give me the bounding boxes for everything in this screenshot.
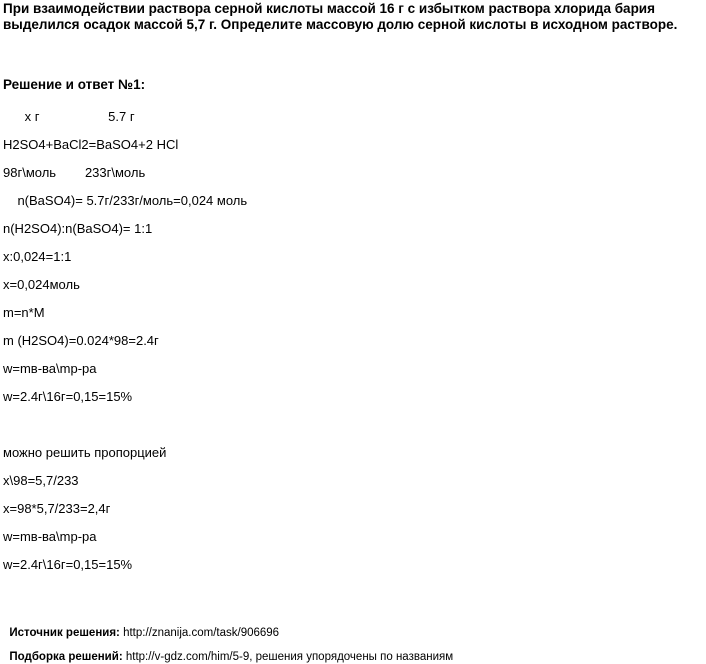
selection-line bbox=[3, 636, 453, 664]
solution-line: x г 5.7 г bbox=[3, 109, 135, 124]
question-text: При взаимодействии раствора серной кислоты массой 16 г с избытком раствора хлорида бария выделился осадок массой 5,7 г. Определите массовую долю серной кислоты в исходном растворе. bbox=[3, 1, 678, 32]
source-link[interactable]: http://znanija.com/task/906696 bbox=[123, 627, 280, 639]
solution-heading: Решение и ответ №1: bbox=[3, 77, 146, 92]
solution-line: w=mв-ва\mр-ра bbox=[3, 529, 97, 544]
solution-line: x=98*5,7/233=2,4г bbox=[3, 501, 111, 516]
solution-line: H2SO4+BaCl2=BaSO4+2 HCl bbox=[3, 137, 179, 152]
solution-line: x=0,024моль bbox=[3, 277, 80, 292]
solution-line: можно решить пропорцией bbox=[3, 445, 167, 460]
solution-line: n(BaSO4)= 5.7г/233г/моль=0,024 моль bbox=[3, 193, 248, 208]
solution-line: 98г\моль 233г\моль bbox=[3, 165, 146, 180]
solution-line: x\98=5,7/233 bbox=[3, 473, 79, 488]
solution-line: w=mв-ва\mр-ра bbox=[3, 361, 97, 376]
solution-line: w=2.4г\16г=0,15=15% bbox=[3, 389, 133, 404]
solution-line: n(H2SO4):n(BaSO4)= 1:1 bbox=[3, 221, 153, 236]
selection-label: Подборка решений: bbox=[9, 651, 123, 663]
solution-line: m (H2SO4)=0.024*98=2.4г bbox=[3, 333, 159, 348]
solution-line: m=n*M bbox=[3, 305, 45, 320]
solution-line: w=2.4г\16г=0,15=15% bbox=[3, 557, 133, 572]
solution-line: x:0,024=1:1 bbox=[3, 249, 72, 264]
source-label: Источник решения: bbox=[9, 627, 120, 639]
selection-link[interactable]: http://v-gdz.com/him/5-9, решения упорядочены по названиям bbox=[125, 651, 454, 663]
